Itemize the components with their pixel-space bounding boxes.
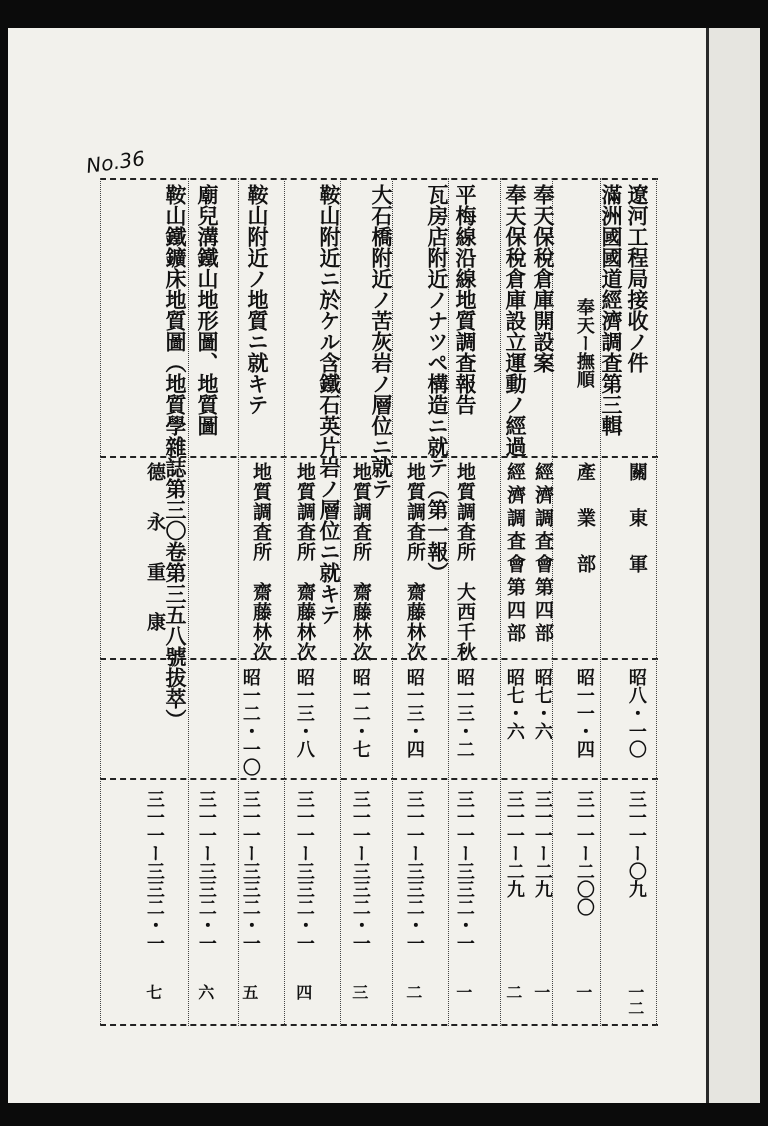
record-title: 鞍山附近ニ於ケル含鐵石英片岩ノ層位ニ就キテ <box>317 184 342 625</box>
record-author: 地質調査所 齋藤林次 <box>403 462 426 662</box>
record-date: 昭一一・四 <box>573 668 595 758</box>
record-title: 瓦房店附近ノナツペ構造ニ就テ（第一報） <box>425 184 450 583</box>
record-number: 三一一ー三三二・一 <box>403 790 425 952</box>
record-number: 三一一ー三三二・一 <box>349 790 371 952</box>
record-section: 二 <box>403 984 423 1000</box>
column-separator <box>284 178 285 1026</box>
record-date: 昭一三・八 <box>293 668 315 758</box>
record-title: 滿洲國國道經濟調査第三輯 <box>599 184 625 436</box>
record-number: 三一一ー三三二・一 <box>195 790 217 952</box>
record-author: 經濟調査會第四部 <box>503 462 526 646</box>
record-section: 六 <box>195 984 215 1000</box>
table-rule-top <box>100 178 658 180</box>
page-fold-shadow <box>706 28 709 1103</box>
record-section: 一二 <box>625 984 645 1016</box>
table-rule-bottom <box>100 1024 658 1026</box>
record-title: 平梅線沿線地質調査報告 <box>453 184 479 415</box>
page-number: No.36 <box>84 146 147 178</box>
table-rule-right <box>656 178 657 1026</box>
record-date: 昭八・一〇 <box>625 668 647 758</box>
record-section: 一 <box>453 984 473 1000</box>
record-number: 三一一ー三三二・一 <box>453 790 475 952</box>
record-author: 地質調査所 大西千秋 <box>453 462 476 662</box>
table-rule-left <box>100 178 101 1026</box>
record-title: 大石橋附近ノ苦灰岩ノ層位ニ就テ <box>369 184 394 499</box>
record-title: 鞍山鐵鑛床地質圖（地質學雜誌第三〇卷第三五八號拔萃） <box>163 184 188 730</box>
record-number: 三一一ー三三二・一 <box>239 790 261 952</box>
record-title: 奉天保稅倉庫開設案 <box>531 184 557 373</box>
record-date: 昭一三・二 <box>453 668 475 758</box>
record-section: 二 <box>503 984 523 1000</box>
record-number: 三一一ー二九 <box>503 790 525 898</box>
record-number: 三一一ー二九 <box>531 790 553 898</box>
record-author: 地質調査所 齋藤林次 <box>349 462 372 662</box>
record-number: 三一一ー二〇〇 <box>573 790 595 916</box>
record-title: 鞍山附近ノ地質ニ就キテ <box>245 184 271 415</box>
record-section: 一 <box>531 984 551 1000</box>
column-separator <box>500 178 501 1026</box>
record-title: 奉天保稅倉庫設立運動ノ經過 <box>503 184 529 457</box>
record-date: 昭七・六 <box>531 668 553 740</box>
record-number: 三一一ー〇九 <box>625 790 647 898</box>
record-date: 昭一三・四 <box>403 668 425 758</box>
record-section: 四 <box>293 984 313 1000</box>
record-number: 三一一ー三三二・一 <box>293 790 315 952</box>
record-author: 地質調査所 齋藤林次 <box>250 462 272 662</box>
record-section: 七 <box>143 984 163 1000</box>
record-subtitle: 奉天ー撫順 <box>573 298 595 388</box>
record-author: 德 永 重 康 <box>143 462 166 637</box>
record-author: 經濟調査會第四部 <box>531 462 554 646</box>
record-title: 遼河工程局接收ノ件 <box>625 184 651 373</box>
record-date: 昭一二・一〇 <box>239 668 261 776</box>
column-separator <box>188 178 189 1026</box>
record-number: 三一一ー三三二・一 <box>143 790 165 952</box>
record-author: 產 業 部 <box>573 462 596 577</box>
record-section: 三 <box>349 984 369 1000</box>
record-section: 一 <box>573 984 593 1000</box>
record-section: 五 <box>239 984 259 1000</box>
record-author: 地質調査所 齋藤林次 <box>293 462 316 662</box>
adjacent-page-edge <box>708 28 760 1103</box>
record-date: 昭七・六 <box>503 668 525 740</box>
catalog-table <box>100 178 658 1026</box>
record-title: 廟兒溝鐵山地形圖、地質圖 <box>195 184 221 436</box>
table-rule-3 <box>100 778 658 780</box>
record-author: 關 東 軍 <box>625 462 648 577</box>
record-date: 昭一二・七 <box>349 668 371 758</box>
